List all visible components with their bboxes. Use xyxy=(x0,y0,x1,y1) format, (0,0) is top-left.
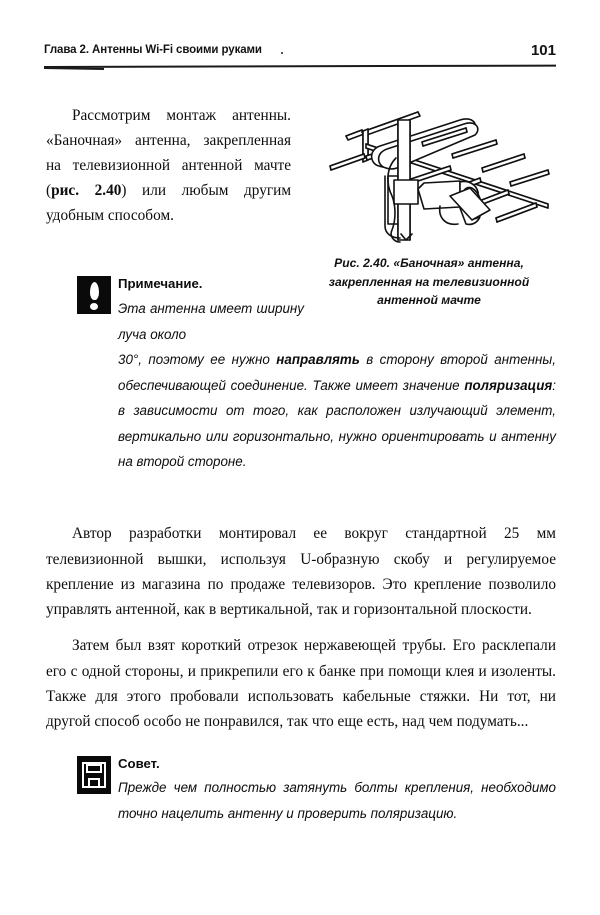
note-body-c: : в зависимости от того, как расположен излучающий элемент, вертикально или горизонтально, нужно ориентировать и антенну на второй стороне. xyxy=(118,377,556,470)
floppy-disk-icon xyxy=(77,756,111,794)
chapter-title: Глава 2. Антенны Wi-Fi своими руками xyxy=(44,44,262,56)
note-body-b: в сторону второй антенны, обеспечивающей соединение. Также имеет значение xyxy=(118,352,556,393)
note-title: Примечание. xyxy=(118,276,203,291)
running-head xyxy=(44,44,556,68)
figure-caption-text: «Баночная» антенна, закрепленная на телевизионной антенной мачте xyxy=(328,256,530,307)
figure-reference: рис. 2.40 xyxy=(51,182,122,200)
page-number: 101 xyxy=(530,42,556,59)
note-body-rest xyxy=(118,347,556,475)
intro-paragraph xyxy=(46,103,291,228)
figure-caption-label: Рис. 2.40. xyxy=(334,256,390,270)
scan-speck xyxy=(281,52,283,54)
paragraph-tube: Затем был взят короткий отрезок нержавеющей трубы. Его расклепали его с одной стороны, и прикрепили его к банке при помощи клея и изоленты. Также для этого пробовали использовать кабельные стяжки. Ни тот, ни другой способ особо не понравился, так что еще есть, над чем подумать... xyxy=(46,637,556,730)
yagi-tv-antenna-with-can-antenna-drawing xyxy=(300,84,558,246)
floppy-label xyxy=(88,778,100,788)
note-body-first-lines: Эта антенна имеет ширину луча около xyxy=(118,301,304,342)
note-body-a: 30°, поэтому ее нужно xyxy=(118,352,277,367)
floppy-shutter xyxy=(86,764,102,773)
figure-2-40 xyxy=(300,84,558,310)
tip-body: Прежде чем полностью затянуть болты крепления, необходимо точно нацелить антенну и проверить поляризацию. xyxy=(118,780,556,821)
tip-title: Совет. xyxy=(118,756,160,771)
note-bold-aim: направлять xyxy=(276,352,360,367)
exclamation-mark-icon xyxy=(77,276,111,314)
paragraph-mounting: Автор разработки монтировал ее вокруг стандартной 25 мм телевизионной вышки, используя U-образную скобу и регулируемое крепление из магазина по продаже телевизоров. Это крепление позволило управлять антенной, как в вертикальной, так и горизонтальной плоскости. xyxy=(46,525,556,618)
exclamation-stem xyxy=(90,282,99,300)
note-bold-polarization: поляризация xyxy=(464,377,553,393)
header-rule xyxy=(44,65,556,68)
intro-text-a: Рассмотрим монтаж антенны. «Баночная» антенна, закрепленная на телевизионной антенной мачте ( xyxy=(46,107,291,200)
intro-text-b: ) или любым другим удобным способом. xyxy=(46,182,291,225)
figure-caption xyxy=(300,254,558,310)
exclamation-dot xyxy=(90,303,98,310)
